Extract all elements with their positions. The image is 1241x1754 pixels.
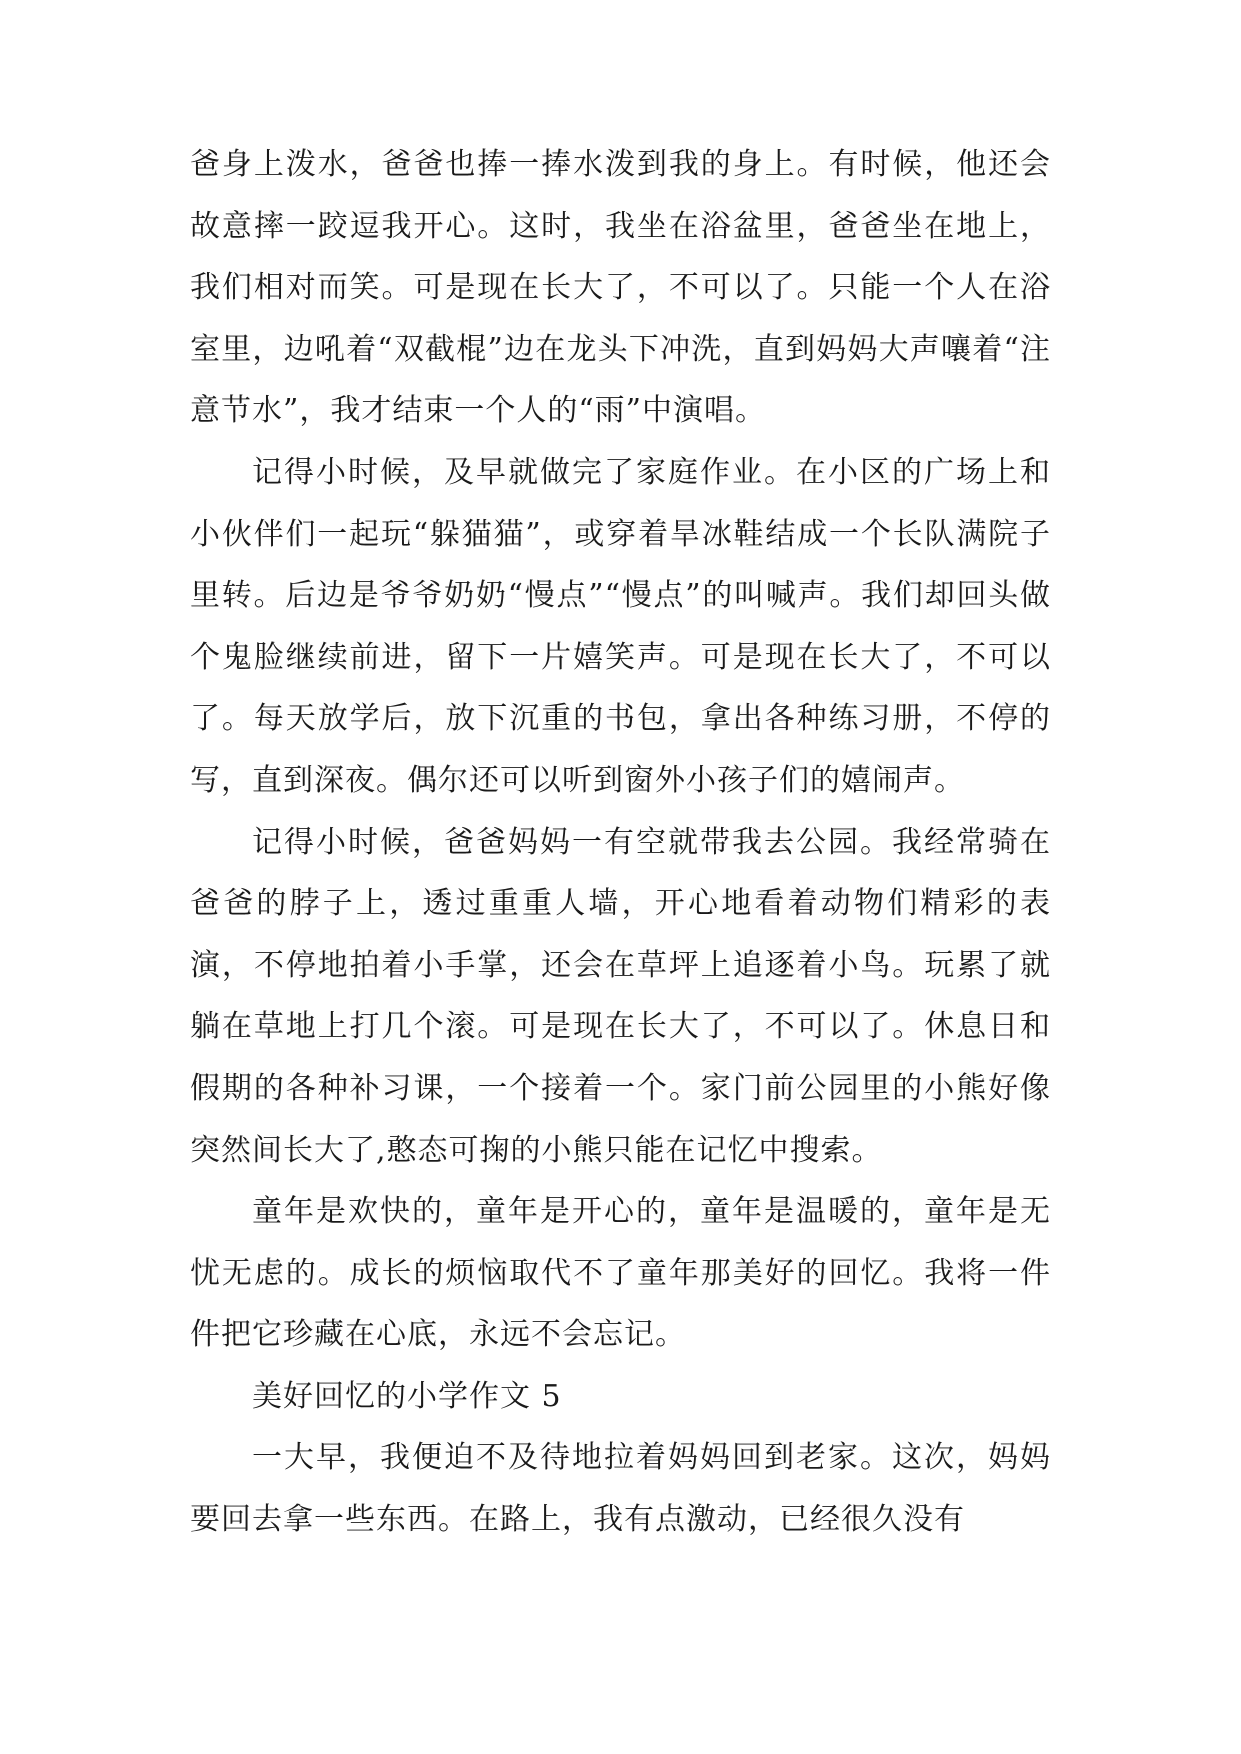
section-heading: 美好回忆的小学作文 5 [252,1378,562,1414]
document-body [190,134,1051,1551]
paragraph-5: 一大早，我便迫不及待地拉着妈妈回到老家。这次，妈妈要回去拿一些东西。在路上，我有点激动，已经很久没有 [190,1440,1051,1538]
paragraph-2: 记得小时候，及早就做完了家庭作业。在小区的广场上和小伙伴们一起玩“躲猫猫”，或穿着旱冰鞋结成一个长队满院子里转。后边是爷爷奶奶“慢点”“慢点”的叫喊声。我们却回头做个鬼脸继续前进，留下一片嬉笑声。可是现在长大了，不可以了。每天放学后，放下沉重的书包，拿出各种练习册，不停的写，直到深夜。偶尔还可以听到窗外小孩子们的嬉闹声。 [190,454,1051,798]
paragraph-1: 爸身上泼水，爸爸也捧一捧水泼到我的身上。有时候，他还会故意摔一跤逗我开心。这时，我坐在浴盆里，爸爸坐在地上，我们相对而笑。可是现在长大了，不可以了。只能一个人在浴室里，边吼着“双截棍”边在龙头下冲洗，直到妈妈大声嚷着“注意节水”，我才结束一个人的“雨”中演唱。 [190,147,1051,429]
paragraph-4: 童年是欢快的，童年是开心的，童年是温暖的，童年是无忧无虑的。成长的烦恼取代不了童年那美好的回忆。我将一件件把它珍藏在心底，永远不会忘记。 [190,1194,1051,1353]
paragraph-3: 记得小时候，爸爸妈妈一有空就带我去公园。我经常骑在爸爸的脖子上，透过重重人墙，开心地看着动物们精彩的表演，不停地拍着小手掌，还会在草坪上追逐着小鸟。玩累了就躺在草地上打几个滚。可是现在长大了，不可以了。休息日和假期的各种补习课，一个接着一个。家门前公园里的小熊好像突然间长大了,憨态可掬的小熊只能在记忆中搜索。 [190,824,1051,1168]
